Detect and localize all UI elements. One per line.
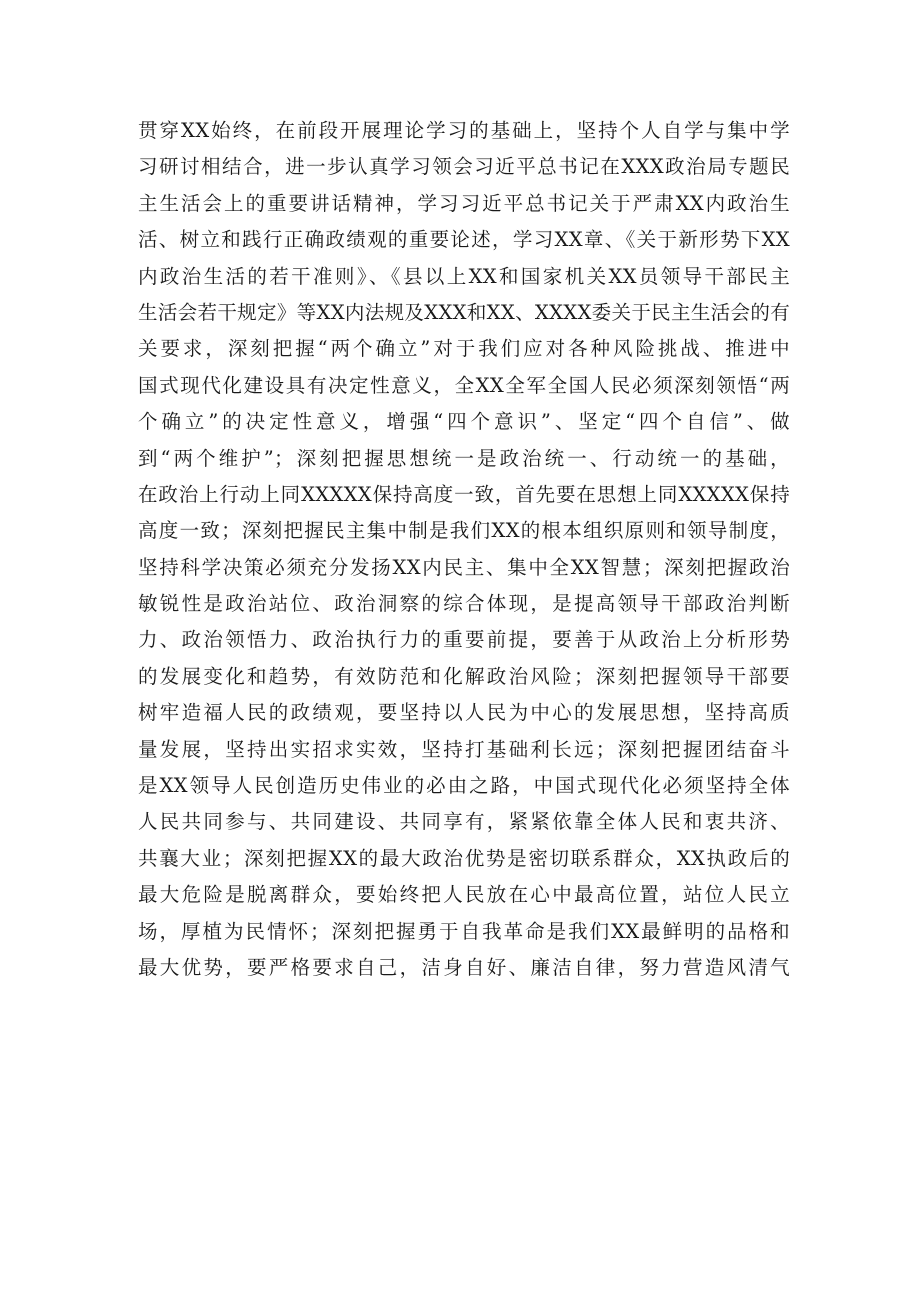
text-line-15: 力、政治领悟力、政治执行力的重要前提，要善于从政治上分析形势 — [138, 628, 790, 652]
text-line-10: 到“两个维护”；深刻把握思想统一是政治统一、行动统一的基础， — [138, 446, 790, 470]
text-line-7: 关要求，深刻把握“两个确立”对于我们应对各种风险挑战、推进中 — [138, 337, 790, 361]
text-line-12: 高度一致；深刻把握民主集中制是我们XX的根本组织原则和领导制度， — [138, 519, 790, 543]
text-line-13: 坚持科学决策必须充分发扬XX内民主、集中全XX智慧；深刻把握政治 — [138, 555, 790, 579]
text-line-22: 最大危险是脱离群众，要始终把人民放在心中最高位置，站位人民立 — [138, 883, 790, 907]
text-line-21: 共襄大业；深刻把握XX的最大政治优势是密切联系群众，XX执政后的 — [138, 846, 790, 870]
text-line-11: 在政治上行动上同XXXXX保持高度一致，首先要在思想上同XXXXX保持 — [138, 482, 790, 506]
text-line-9: 个确立”的决定性意义，增强“四个意识”、坚定“四个自信”、做 — [138, 410, 790, 434]
text-line-24: 最大优势，要严格要求自己，洁身自好、廉洁自律，努力营造风清气 — [138, 955, 790, 979]
text-line-2: 习研讨相结合，进一步认真学习领会习近平总书记在XXX政治局专题民 — [138, 155, 790, 179]
text-line-19: 是XX领导人民创造历史伟业的必由之路，中国式现代化必须坚持全体 — [138, 774, 790, 798]
text-line-8: 国式现代化建设具有决定性意义，全XX全军全国人民必须深刻领悟“两 — [138, 373, 790, 397]
text-line-5: 内政治生活的若干准则》、《县以上XX和国家机关XX员领导干部民主 — [138, 264, 790, 288]
text-line-23: 场，厚植为民情怀；深刻把握勇于自我革命是我们XX最鲜明的品格和 — [138, 919, 790, 943]
text-line-16: 的发展变化和趋势，有效防范和化解政治风险；深刻把握领导干部要 — [138, 664, 790, 688]
text-line-3: 主生活会上的重要讲话精神，学习习近平总书记关于严肃XX内政治生 — [138, 191, 790, 215]
text-line-6: 生活会若干规定》等XX内法规及XXX和XX、XXXX委关于民主生活会的有 — [138, 300, 790, 324]
text-line-1: 贯穿XX始终，在前段开展理论学习的基础上，坚持个人自学与集中学 — [138, 119, 790, 142]
text-line-18: 量发展，坚持出实招求实效，坚持打基础利长远；深刻把握团结奋斗 — [138, 737, 790, 761]
document-body — [138, 113, 790, 986]
text-line-4: 活、树立和践行正确政绩观的重要论述，学习XX章、《关于新形势下XX — [138, 228, 790, 252]
text-line-17: 树牢造福人民的政绩观，要坚持以人民为中心的发展思想，坚持高质 — [138, 701, 790, 725]
text-line-20: 人民共同参与、共同建设、共同享有，紧紧依靠全体人民和衷共济、 — [138, 810, 790, 834]
text-line-14: 敏锐性是政治站位、政治洞察的综合体现，是提高领导干部政治判断 — [138, 592, 790, 616]
